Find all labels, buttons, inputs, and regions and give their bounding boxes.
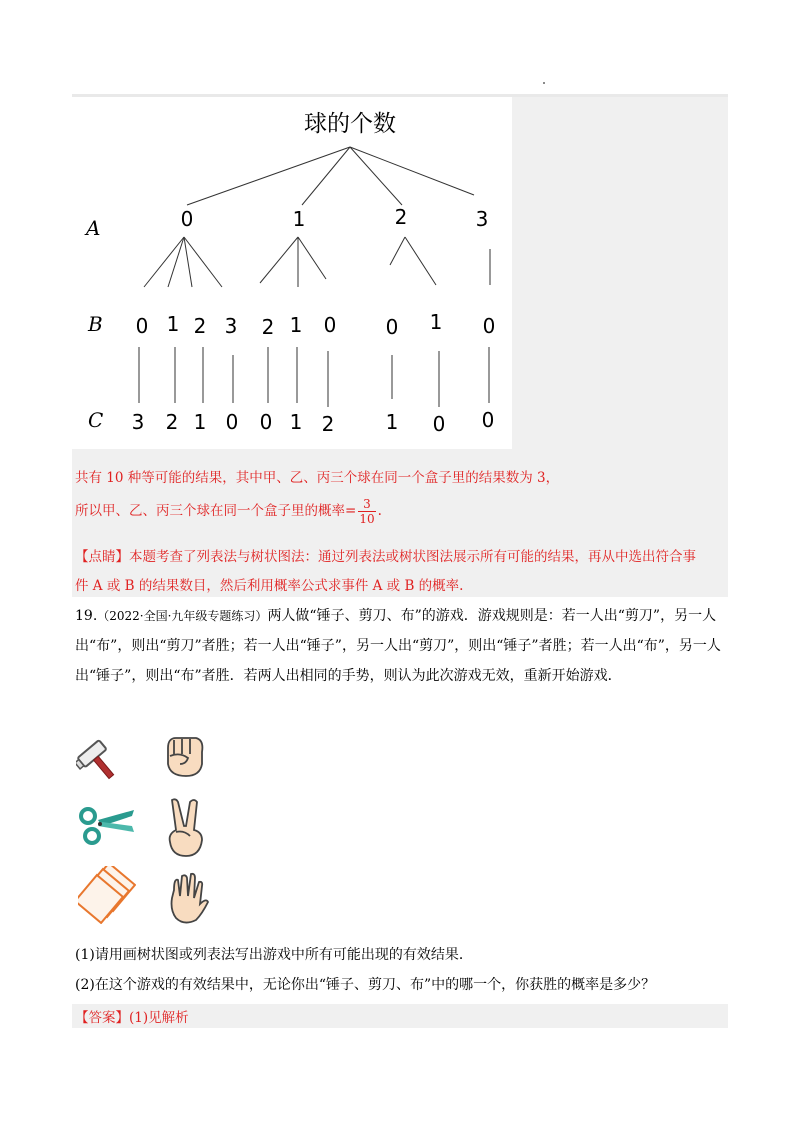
tree-diagram-svg — [72, 97, 512, 449]
row-labels — [84, 216, 103, 432]
b-node: 1 — [429, 310, 443, 334]
c-level — [132, 408, 495, 436]
a-node: 1 — [292, 207, 306, 231]
a-node: 2 — [394, 205, 408, 229]
b-node: 2 — [261, 315, 275, 339]
sub-question-1: (1)请用画树状图或列表法写出游戏中所有可能出现的有效结果． — [75, 947, 473, 963]
fraction-numerator: 3 — [358, 497, 375, 512]
tree-title: 球的个数 — [304, 111, 396, 137]
c-node: 0 — [432, 412, 446, 436]
a-node: 3 — [475, 207, 489, 231]
question-source: （2022·全国·九年级专题练习） — [97, 609, 268, 623]
row-label-b: B — [88, 312, 103, 336]
b-node: 0 — [323, 313, 337, 337]
note-text-1: 本题考查了列表法与树状图法：通过列表法或树状图法展示所有可能的结果，再从中选出符合事 — [129, 549, 696, 565]
tree-diagram — [72, 97, 512, 449]
note-line-2: 件 A 或 B 的结果数目，然后利用概率公式求事件 A 或 B 的概率. — [75, 578, 464, 594]
a-level — [181, 205, 489, 231]
solution-line-2 — [75, 497, 382, 526]
question-text: 两人做“锤子、剪刀、布”的游戏．游戏规则是：若一人出“剪刀”，另一人出“布”，则出“剪刀”者胜；若一人出“锤子”，另一人出“剪刀”，则出“锤子”者胜；若一人出“布”，另一人出“锤子”，则出“布”者胜．若两人出相同的手势，则认为此次游戏无效，重新开始游戏． — [75, 608, 721, 684]
c-node: 0 — [225, 410, 239, 434]
b-node: 3 — [224, 314, 238, 338]
question-number: 19. — [75, 608, 98, 624]
c-node: 0 — [481, 408, 495, 432]
answer-line — [75, 1006, 189, 1026]
c-node: 1 — [289, 410, 303, 434]
probability-fraction — [358, 497, 375, 526]
c-node: 2 — [321, 412, 335, 436]
b-node: 0 — [385, 315, 399, 339]
b-level — [136, 310, 496, 339]
a-node: 0 — [180, 207, 194, 231]
cloth-icon — [78, 866, 136, 924]
b-node: 2 — [193, 314, 207, 338]
solution-line-2-prefix: 所以甲、乙、丙三个球在同一个盒子里的概率= — [75, 503, 357, 519]
b-node: 0 — [482, 314, 496, 338]
page-dot — [543, 82, 545, 84]
scissors-icon — [76, 796, 136, 850]
c-node: 1 — [385, 410, 399, 434]
c-node: 3 — [131, 410, 145, 434]
sub-question-2: (2)在这个游戏的有效结果中，无论你出“锤子、剪刀、布”中的哪一个，你获胜的概率是多少？ — [75, 977, 656, 993]
fist-icon — [160, 730, 208, 782]
solution-line-1: 共有 10 种等可能的结果，其中甲、乙、丙三个球在同一个盒子里的结果数为 3， — [75, 470, 560, 486]
note-line-1 — [75, 545, 696, 565]
solution-line-2-suffix: . — [377, 503, 382, 519]
victory-hand-icon — [162, 796, 210, 860]
row-label-a: A — [86, 216, 101, 240]
c-node: 0 — [259, 410, 273, 434]
hammer-icon — [76, 736, 124, 784]
b-node: 1 — [166, 312, 180, 336]
b-node: 1 — [289, 313, 303, 337]
row-label-c: C — [88, 408, 104, 432]
fraction-denominator: 10 — [359, 512, 375, 526]
open-hand-icon — [164, 870, 212, 926]
c-node: 1 — [193, 410, 207, 434]
note-label: 【点睛】 — [75, 549, 129, 565]
c-node: 2 — [165, 410, 179, 434]
answer-text: (1)见解析 — [129, 1010, 189, 1026]
question-19 — [75, 601, 735, 691]
b-node: 0 — [135, 314, 149, 338]
tree-edges — [139, 147, 490, 407]
answer-label: 【答案】 — [75, 1010, 129, 1026]
